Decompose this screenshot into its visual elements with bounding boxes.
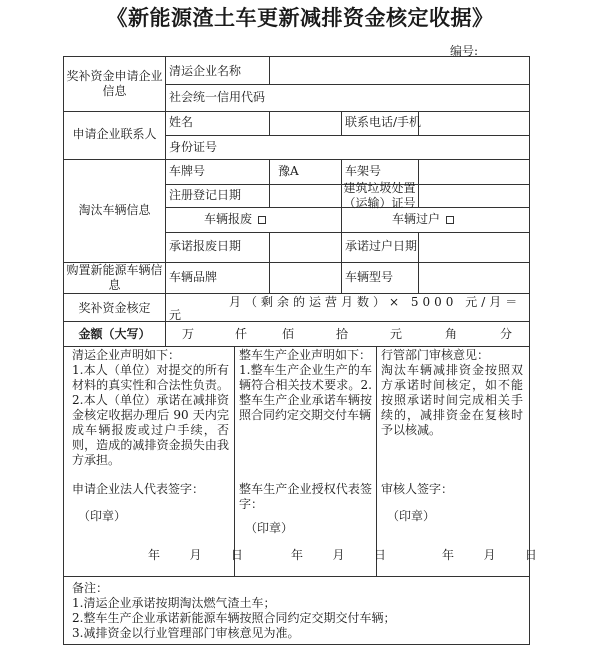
scrap-date-label: 承诺报废日期 bbox=[169, 239, 242, 253]
section-contact: 申请企业联系人 bbox=[72, 127, 157, 141]
model-label: 车辆型号 bbox=[345, 270, 394, 284]
scrap-option[interactable] bbox=[204, 212, 266, 227]
disposal-cert-label: 建筑垃圾处置（运输）证号 bbox=[343, 181, 416, 210]
unit-shi: 拾 bbox=[336, 327, 349, 341]
decl2-body: 1.整车生产企业生产的车辆符合相关技术要求。2.整车生产企业承诺车辆按照合同约定交期交付车辆 bbox=[239, 363, 372, 422]
transfer-checkbox[interactable] bbox=[446, 216, 454, 224]
decl3-date: 年 月 日 bbox=[442, 548, 537, 562]
scrap-checkbox[interactable] bbox=[258, 216, 266, 224]
unit-wan: 万 bbox=[182, 327, 195, 341]
decl2-sign: 整车生产企业授权代表签字： bbox=[239, 482, 372, 511]
notes-item-1: 1.清运企业承诺按期淘汰燃气渣土车； bbox=[72, 596, 276, 610]
plate-label: 车牌号 bbox=[169, 164, 206, 178]
transfer-date-label: 承诺过户日期 bbox=[345, 239, 418, 253]
decl1-heading: 清运企业声明如下： bbox=[72, 348, 181, 362]
decl1-date: 年 月 日 bbox=[148, 548, 243, 562]
decl1-seal: （印章） bbox=[78, 509, 127, 523]
section-vehicle: 淘汰车辆信息 bbox=[78, 203, 151, 217]
phone-label: 联系电话/手机 bbox=[345, 115, 422, 129]
decl3-body: 淘汰车辆减排资金按照双方承诺时间核定，如不能按照承诺时间完成相关手续的，减排资金在复核时予以核减。 bbox=[381, 363, 523, 437]
brand-label: 车辆品牌 bbox=[169, 270, 218, 284]
notes-item-2: 2.整车生产企业承诺新能源车辆按照合同约定交期交付车辆； bbox=[72, 611, 396, 625]
decl3-heading: 行管部门审核意见： bbox=[381, 348, 490, 362]
decl2-date: 年 月 日 bbox=[291, 548, 386, 562]
decl2-seal: （印章） bbox=[245, 521, 294, 535]
unit-qian: 仟 bbox=[235, 327, 248, 341]
decl1-body: 1.本人（单位）对提交的所有材料的真实性和合法性负责。2.本人（单位）承诺在减排资金核定收据办理后 90 天内完成车辆报废或过户手续，否则，造成的减排资金损失由我方承担。 bbox=[72, 363, 229, 467]
amount-unit: 元 bbox=[169, 308, 182, 322]
transfer-option-label: 车辆过户 bbox=[392, 212, 441, 226]
id-number-label: 身份证号 bbox=[169, 140, 218, 154]
name-label: 姓名 bbox=[169, 115, 194, 129]
unit-yuan: 元 bbox=[390, 327, 403, 341]
amount-caps-label: 金额（大写） bbox=[78, 327, 151, 341]
section-company-info: 奖补资金申请企业信息 bbox=[66, 69, 163, 98]
notes-item-3: 3.减排资金以行业管理部门审核意见为准。 bbox=[72, 626, 300, 640]
form-title: 《新能源渣土车更新减排资金核定收据》 bbox=[106, 5, 494, 30]
unit-jiao: 角 bbox=[445, 327, 458, 341]
frame-number-label: 车架号 bbox=[345, 164, 382, 178]
serial-number-label: 编号: bbox=[450, 44, 479, 58]
company-name-label: 清运企业名称 bbox=[169, 64, 242, 78]
receipt-form bbox=[63, 56, 537, 645]
registration-date-label: 注册登记日期 bbox=[169, 188, 242, 202]
decl1-sign: 申请企业法人代表签字： bbox=[72, 482, 205, 496]
plate-prefix: 豫A bbox=[278, 164, 299, 178]
amount-formula: 月（剩余的运营月数）× 5000 元/月＝ bbox=[229, 295, 522, 309]
unit-bai: 佰 bbox=[282, 327, 295, 341]
credit-code-label: 社会统一信用代码 bbox=[169, 90, 266, 104]
unit-fen: 分 bbox=[500, 327, 513, 341]
scrap-option-label: 车辆报废 bbox=[204, 212, 253, 226]
section-amount: 奖补资金核定 bbox=[78, 301, 151, 315]
section-new-vehicle: 购置新能源车辆信息 bbox=[66, 263, 163, 292]
decl3-seal: （印章） bbox=[387, 509, 436, 523]
notes-heading: 备注： bbox=[72, 581, 109, 595]
decl2-heading: 整车生产企业声明如下： bbox=[239, 348, 372, 362]
transfer-option[interactable] bbox=[392, 212, 454, 227]
decl3-sign: 审核人签字： bbox=[381, 482, 454, 496]
